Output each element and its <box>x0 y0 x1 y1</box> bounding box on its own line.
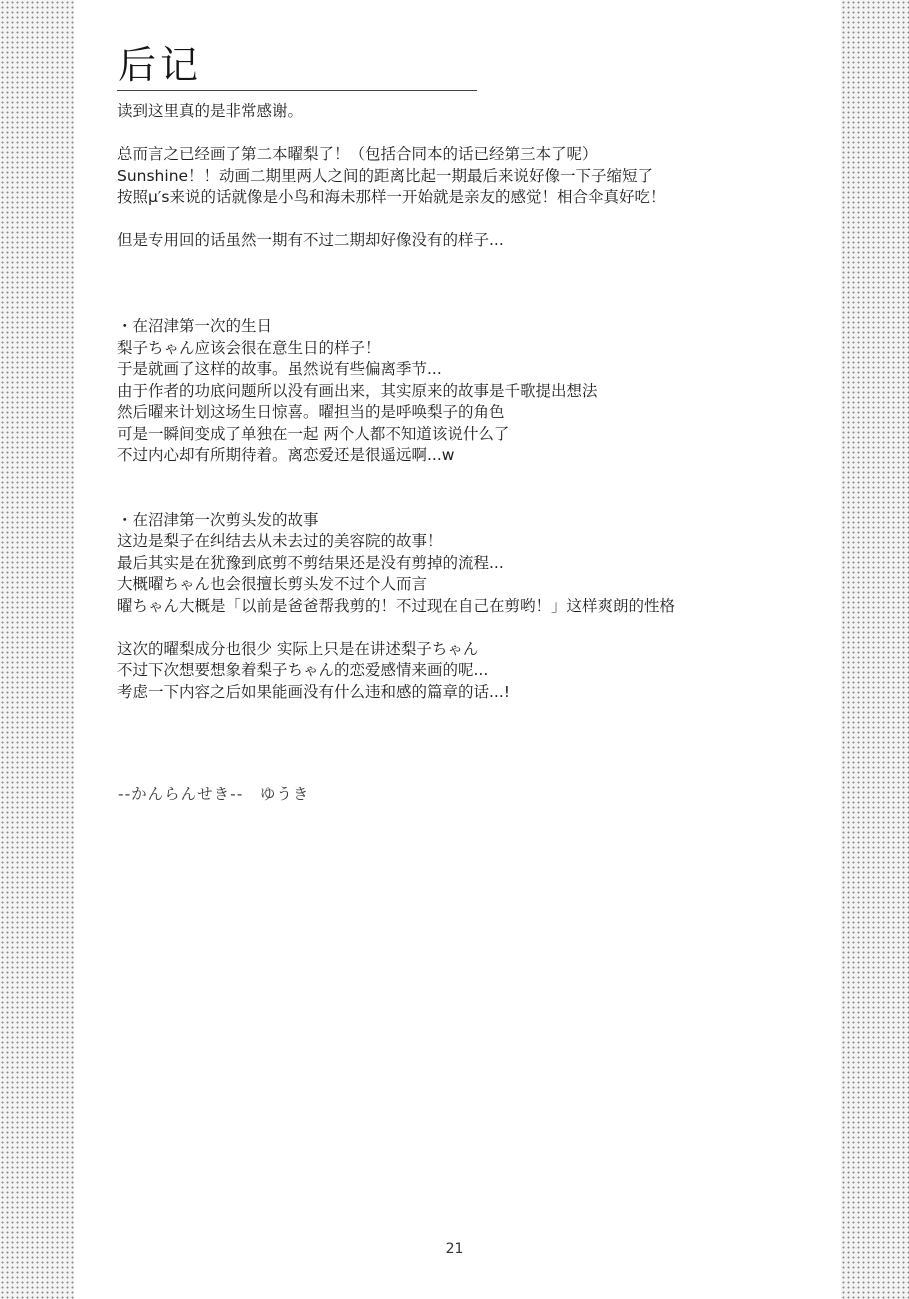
right-screentone-border <box>841 0 909 1299</box>
body-line: ・在沼津第一次的生日 <box>117 317 273 335</box>
blank-line <box>117 467 817 489</box>
blank-line <box>117 123 817 145</box>
body-line: 然后曜来计划这场生日惊喜。曜担当的是呼唤梨子的角色 <box>117 403 505 421</box>
body-line: 不过下次想要想象着梨子ちゃん的恋爱感情来画的呢... <box>117 661 489 679</box>
blank-line <box>117 488 817 510</box>
afterword-body <box>117 101 817 703</box>
title-underline <box>117 90 477 91</box>
body-line: Sunshine！！动画二期里两人之间的距离比起一期最后来说好像一下子缩短了 <box>117 166 654 185</box>
body-line: ・在沼津第一次剪头发的故事 <box>117 510 319 529</box>
page-number: 21 <box>445 1241 464 1257</box>
body-line: 这边是梨子在纠结去从未去过的美容院的故事！ <box>117 532 443 550</box>
afterword-title: 后记 <box>118 43 203 87</box>
left-screentone-border <box>0 0 74 1299</box>
blank-line <box>117 273 817 295</box>
body-line: 梨子ちゃん应该会很在意生日的样子！ <box>117 338 381 357</box>
body-line: 但是专用回的话虽然一期有不过二期却好像没有的样子... <box>117 231 504 249</box>
blank-line <box>117 617 817 639</box>
body-line: 按照μ′s来说的话就像是小鸟和海未那样一开始就是亲友的感觉！相合伞真好吃！ <box>117 188 666 206</box>
body-line: 于是就画了这样的故事。虽然说有些偏离季节... <box>117 360 442 378</box>
body-line: 大概曜ちゃん也会很擅长剪头发不过个人而言 <box>117 575 428 593</box>
author-signature: --かんらんせき-- ゆうき <box>118 785 310 803</box>
body-line: 总而言之已经画了第二本曜梨了！（包括合同本的话已经第三本了呢） <box>117 145 598 163</box>
body-line: 由于作者的功底问题所以没有画出来，其实原来的故事是千歌提出想法 <box>117 381 598 400</box>
blank-line <box>117 295 817 317</box>
body-line: 这次的曜梨成分也很少 实际上只是在讲述梨子ちゃん <box>117 639 479 658</box>
body-line: 读到这里真的是非常感谢。 <box>117 102 304 120</box>
blank-line <box>117 252 817 274</box>
blank-line <box>117 209 817 231</box>
body-line: 可是一瞬间变成了单独在一起 两个人都不知道该说什么了 <box>117 424 510 443</box>
body-line: 曜ちゃん大概是「以前是爸爸帮我剪的！不过现在自己在剪哟！」这样爽朗的性格 <box>117 596 676 615</box>
body-line: 最后其实是在犹豫到底剪不剪结果还是没有剪掉的流程... <box>117 553 504 572</box>
body-line: 考虑一下内容之后如果能画没有什么违和感的篇章的话...! <box>117 682 510 701</box>
body-line: 不过内心却有所期待着。离恋爱还是很遥远啊...w <box>117 446 455 464</box>
